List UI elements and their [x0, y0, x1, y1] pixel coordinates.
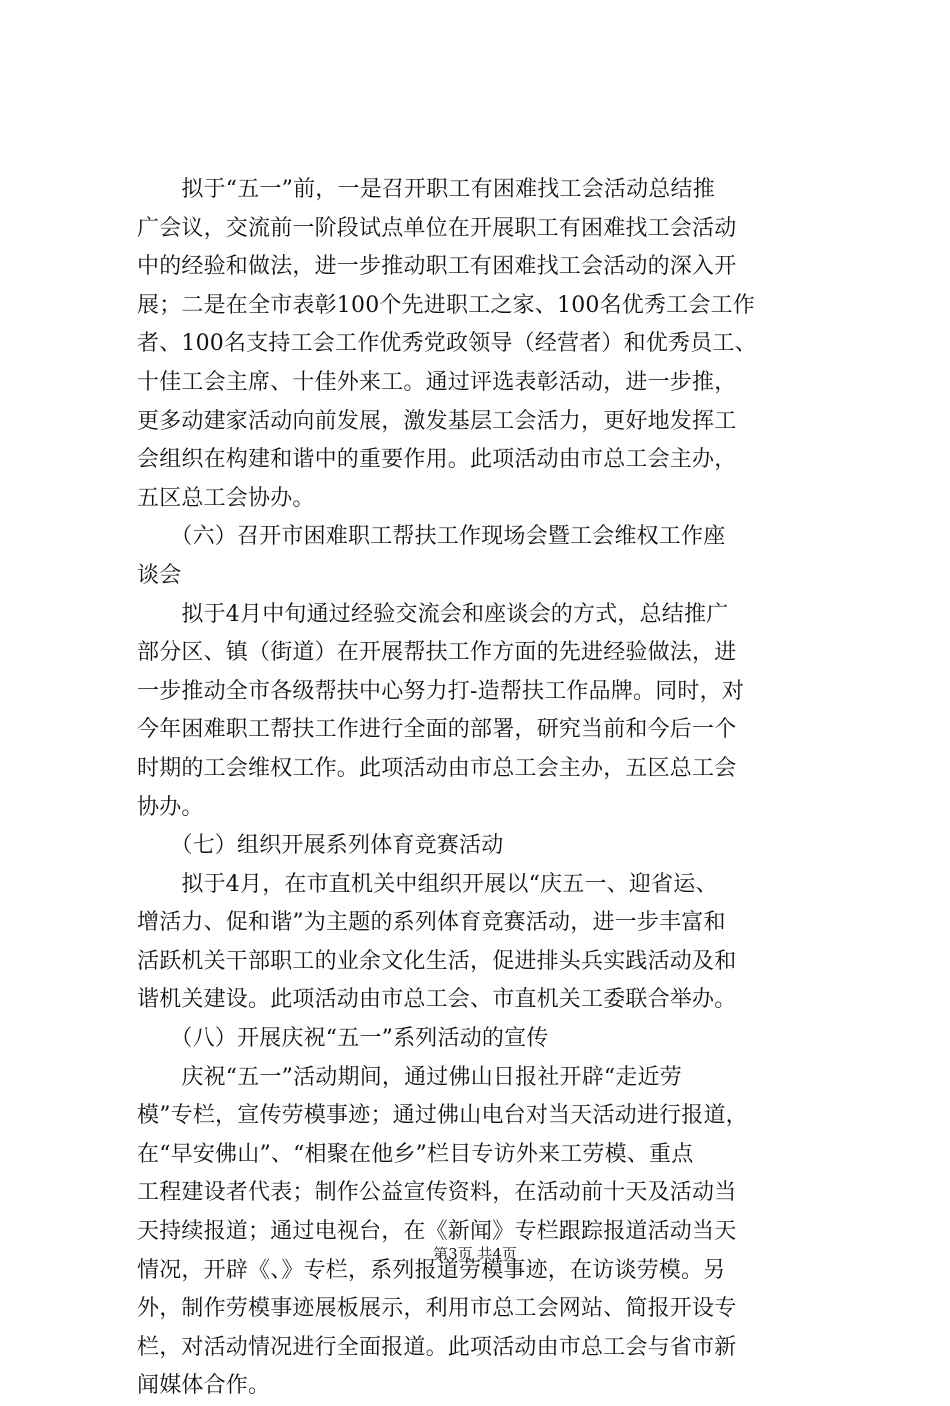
text-line: 天持续报道；通过电视台，在《新闻》专栏跟踪报道活动当天 [137, 1219, 737, 1245]
text-line: 部分区、镇（街道）在开展帮扶工作方面的先进经验做法，进 [137, 640, 737, 666]
text-line: 庆祝“五一”活动期间，通过佛山日报社开辟“走近劳 [137, 1064, 682, 1090]
text-line: 一步推动全市各级帮扶中心努力打-造帮扶工作品牌。同时，对 [137, 678, 745, 704]
document-body [137, 171, 857, 1406]
section-heading: （七）组织开展系列体育竞赛活动 [137, 833, 504, 859]
text-line: 增活力、促和谐”为主题的系列体育竞赛活动，进一步丰富和 [137, 910, 726, 936]
text-line: 模”专栏，宣传劳模事迹；通过佛山电台对当天活动进行报道， [137, 1103, 748, 1129]
text-line: 拟于“五一”前，一是召开职工有困难找工会活动总结推 [137, 177, 715, 202]
text-line: 更多动建家活动向前发展，激发基层工会活力，更好地发挥工 [137, 408, 737, 434]
text-line: 广会议，交流前一阶段试点单位在开展职工有困难找工会活动 [137, 215, 737, 241]
text-line: 展；二是在全市表彰100个先进职工之家、100名优秀工会工作 [137, 292, 755, 318]
text-line: 五区总工会协办。 [137, 485, 315, 511]
page-number-footer: 第3页 共4页 [433, 1245, 517, 1263]
text-line: 谐机关建设。此项活动由市总工会、市直机关工委联合举办。 [137, 987, 737, 1013]
section-heading: 谈会 [137, 562, 182, 588]
text-line: 中的经验和做法，进一步推动职工有困难找工会活动的深入开 [137, 254, 737, 280]
text-line: 拟于4月中旬通过经验交流会和座谈会的方式，总结推广 [137, 601, 729, 627]
section-heading: （八）开展庆祝“五一”系列活动的宣传 [137, 1026, 549, 1052]
text-line: 今年困难职工帮扶工作进行全面的部署，研究当前和今后一个 [137, 717, 737, 743]
text-line: 活跃机关干部职工的业余文化生活，促进排头兵实践活动及和 [137, 948, 737, 974]
text-line: 外，制作劳模事迹展板展示，利用市总工会网站、简报开设专 [137, 1296, 737, 1322]
text-line: 在“早安佛山”、“相聚在他乡”栏目专访外来工劳模、重点 [137, 1141, 694, 1167]
text-line: 闻媒体合作。 [137, 1373, 271, 1399]
text-line: 协办。 [137, 794, 204, 820]
text-line: 栏，对活动情况进行全面报道。此项活动由市总工会与省市新 [137, 1334, 737, 1360]
section-heading: （六）召开市困难职工帮扶工作现场会暨工会维权工作座 [137, 524, 726, 550]
text-line: 拟于4月，在市直机关中组织开展以“庆五一、迎省运、 [137, 871, 718, 897]
text-line: 者、100名支持工会工作优秀党政领导（经营者）和优秀员工、 [137, 331, 757, 357]
text-line: 工程建设者代表；制作公益宣传资料，在活动前十天及活动当 [137, 1180, 737, 1206]
text-line: 情况，开辟《、》专栏，系列报道劳模事迹，在访谈劳模。另 [137, 1257, 726, 1283]
text-line: 会组织在构建和谐中的重要作用。此项活动由市总工会主办， [137, 447, 737, 473]
text-line: 时期的工会维权工作。此项活动由市总工会主办，五区总工会 [137, 755, 737, 781]
text-line: 十佳工会主席、十佳外来工。通过评选表彰活动，进一步推， [137, 369, 737, 395]
